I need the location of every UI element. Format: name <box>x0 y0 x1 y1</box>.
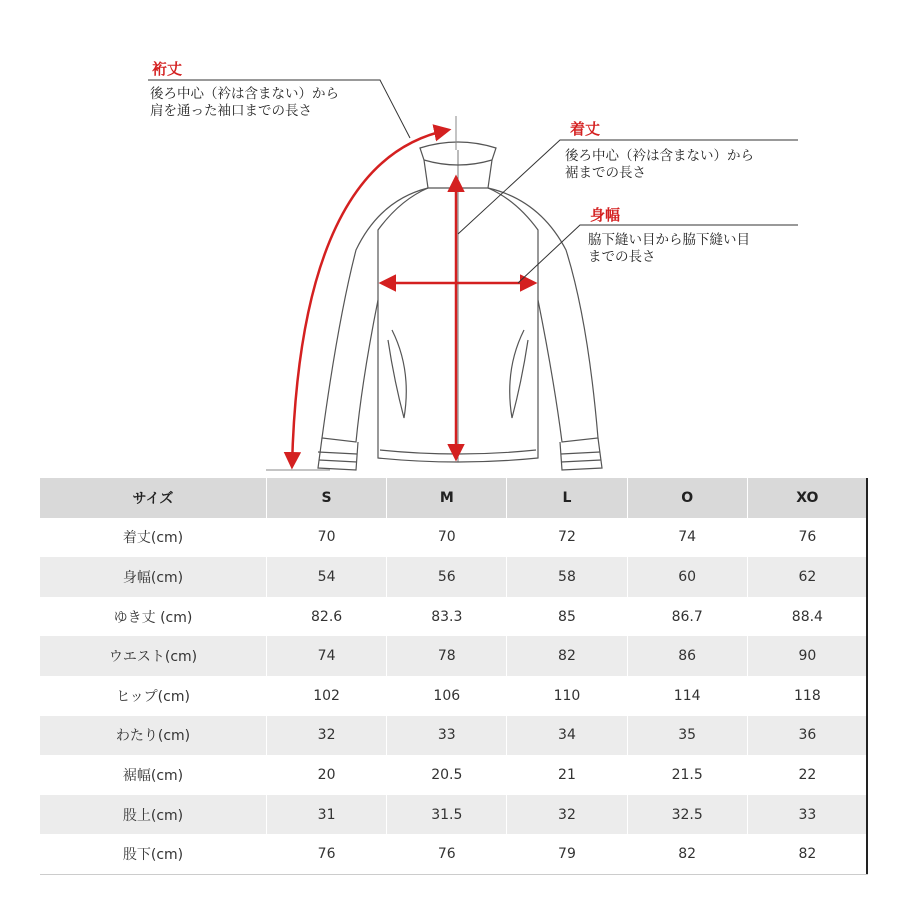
row-label: わたり(cm) <box>40 716 267 756</box>
yuki-text-line2: 肩を通った袖口までの長さ <box>150 103 312 119</box>
table-cell: 32 <box>267 716 387 756</box>
kitake-title: 着丈 <box>570 120 601 138</box>
kitake-text-line2: 裾までの長さ <box>565 165 646 181</box>
table-cell: 70 <box>387 518 507 558</box>
table-cell: 31.5 <box>387 795 507 835</box>
row-label: ヒップ(cm) <box>40 676 267 716</box>
yuki-arrow <box>292 130 448 466</box>
header-cell-s: S <box>267 478 387 518</box>
jacket-outline <box>318 142 602 470</box>
table-cell: 74 <box>267 636 387 676</box>
table-cell: 31 <box>267 795 387 835</box>
table-cell: 32 <box>507 795 627 835</box>
table-cell: 70 <box>267 518 387 558</box>
table-cell: 60 <box>627 557 747 597</box>
table-cell: 78 <box>387 636 507 676</box>
header-cell-m: M <box>387 478 507 518</box>
table-cell: 20.5 <box>387 755 507 795</box>
size-table <box>40 478 868 874</box>
table-cell: 33 <box>747 795 867 835</box>
mihaba-title: 身幅 <box>590 206 621 224</box>
size-table-container <box>40 478 868 874</box>
table-right-edge <box>866 478 868 874</box>
size-table-header-row <box>40 478 868 518</box>
table-cell: 20 <box>267 755 387 795</box>
table-row <box>40 597 868 637</box>
header-cell-xo: XO <box>747 478 867 518</box>
mihaba-text-line2: までの長さ <box>588 249 656 265</box>
header-cell-l: L <box>507 478 627 518</box>
table-row <box>40 795 868 835</box>
row-label: ウエスト(cm) <box>40 636 267 676</box>
yuki-text-line1: 後ろ中心（衿は含まない）から <box>150 86 339 102</box>
table-row <box>40 755 868 795</box>
table-cell: 62 <box>747 557 867 597</box>
table-cell: 102 <box>267 676 387 716</box>
table-cell: 86 <box>627 636 747 676</box>
table-cell: 76 <box>747 518 867 558</box>
mihaba-text-line1: 脇下縫い目から脇下縫い目 <box>588 232 750 248</box>
kitake-text-line1: 後ろ中心（衿は含まない）から <box>565 148 754 164</box>
table-cell: 72 <box>507 518 627 558</box>
table-cell: 79 <box>507 834 627 874</box>
table-cell: 76 <box>267 834 387 874</box>
table-cell: 106 <box>387 676 507 716</box>
table-bottom-rule <box>40 874 868 875</box>
table-row <box>40 676 868 716</box>
table-cell: 88.4 <box>747 597 867 637</box>
table-cell: 54 <box>267 557 387 597</box>
table-cell: 82 <box>747 834 867 874</box>
table-cell: 74 <box>627 518 747 558</box>
table-cell: 118 <box>747 676 867 716</box>
row-label: 身幅(cm) <box>40 557 267 597</box>
row-label: 股下(cm) <box>40 834 267 874</box>
table-cell: 36 <box>747 716 867 756</box>
table-cell: 90 <box>747 636 867 676</box>
table-cell: 34 <box>507 716 627 756</box>
table-cell: 83.3 <box>387 597 507 637</box>
table-row <box>40 716 868 756</box>
table-cell: 58 <box>507 557 627 597</box>
row-label: 着丈(cm) <box>40 518 267 558</box>
row-label: 股上(cm) <box>40 795 267 835</box>
yuki-title: 裄丈 <box>152 60 183 78</box>
table-cell: 85 <box>507 597 627 637</box>
header-cell-size: サイズ <box>40 478 267 518</box>
table-cell: 86.7 <box>627 597 747 637</box>
table-cell: 76 <box>387 834 507 874</box>
table-cell: 114 <box>627 676 747 716</box>
table-row <box>40 557 868 597</box>
table-cell: 22 <box>747 755 867 795</box>
table-cell: 35 <box>627 716 747 756</box>
table-row <box>40 636 868 676</box>
table-cell: 82 <box>507 636 627 676</box>
table-cell: 33 <box>387 716 507 756</box>
header-cell-o: O <box>627 478 747 518</box>
table-cell: 21 <box>507 755 627 795</box>
table-cell: 82.6 <box>267 597 387 637</box>
table-row <box>40 834 868 874</box>
table-cell: 21.5 <box>627 755 747 795</box>
table-cell: 56 <box>387 557 507 597</box>
table-cell: 110 <box>507 676 627 716</box>
row-label: ゆき丈 (cm) <box>40 597 267 637</box>
row-label: 裾幅(cm) <box>40 755 267 795</box>
table-cell: 82 <box>627 834 747 874</box>
table-row <box>40 518 868 558</box>
table-cell: 32.5 <box>627 795 747 835</box>
